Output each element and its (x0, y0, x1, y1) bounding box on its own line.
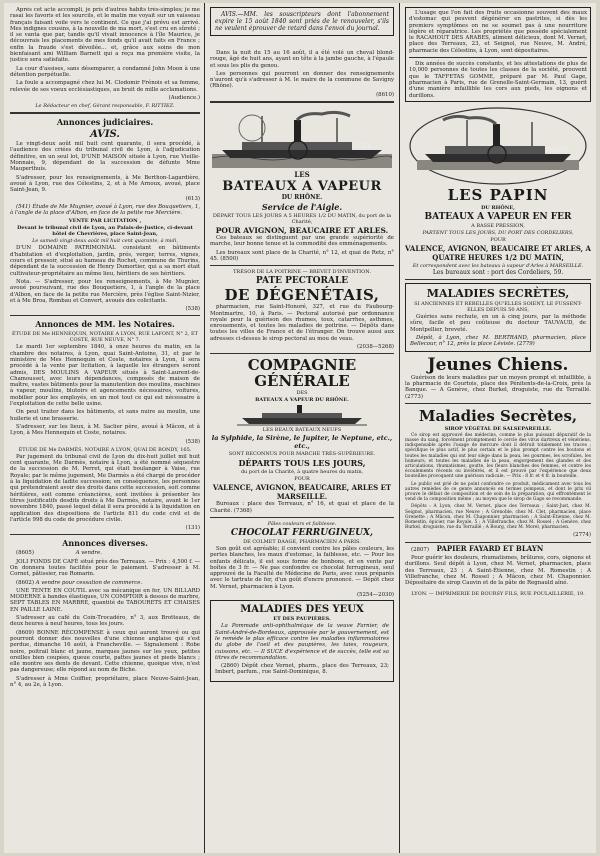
chocolat-title: CHOCOLAT FERRUGINEUX, (230, 527, 374, 538)
column-rule-right (399, 3, 400, 853)
papin-corresp: Et correspondent avec les bateaux à vapeur d'Arles à MARSEILLE. (412, 262, 584, 269)
secretes-title: Maladies Secrètes, (418, 406, 578, 425)
papin-bureaux: Les bureaux sont : port des Cordeliers, 59. (432, 268, 564, 276)
yeux-body-2 (215, 663, 389, 676)
yeux-depot: Dépôt chez Vernet, pharm., place des Terreaux, 23; Imbert, parfum., rue Saint-Dominique, 8. (215, 663, 389, 676)
maladies-secretes-depot (410, 335, 586, 348)
recompense-body (10, 630, 200, 674)
yeux-ref: (2860) (221, 663, 239, 670)
pales-couleurs: Pâles couleurs et faiblesse. (267, 520, 337, 527)
notaire-ref: (538) (185, 438, 200, 445)
divider (405, 403, 591, 404)
maladies-secretes-ref: (2779) (516, 341, 535, 348)
papin-title: LES PAPIN (447, 185, 549, 204)
pate-ref: (2038—5268) (356, 344, 394, 351)
hull (425, 154, 571, 162)
jeunes-chiens-ref: (2773) (405, 393, 423, 400)
signature-label: Le Rédacteur en chef, Gérant responsable, (35, 103, 145, 110)
vendre2-heading (10, 580, 200, 586)
maladies-secretes-body: Guéries sans rechute, en un à cinq jours, par la méthode sûre, facile et peu coûteuse du docteur TAUVAUD, de Montpellier, breveté. (410, 314, 586, 333)
compagnie-title: COMPAGNIE GÉNÉRALE (247, 356, 357, 391)
darmes-ref: (131) (185, 525, 200, 532)
papin-steamboat-illustration (407, 106, 589, 186)
notaire-subtitle: ÉTUDE DE Me HENNEQUIN, NOTAIRE A LYON, RUE LAFONT, N° 2, ET COSTE, RUE NEUVE, N° 7. (12, 331, 198, 344)
pate-title: PATE PECTORALE (255, 276, 349, 287)
signature-name: F. RITTIEZ. (145, 103, 175, 110)
divider (409, 57, 587, 58)
chocolat-body: Son goût est agréable; il convient contre les pâles couleurs, les pertes blanches, les maux d'estomac, la faiblesse, etc. — Pour les enfants délicats, il est sous forme de bonbons, et en vente par boîtes de 3 fr. — Ne pas confondre ce chocolat ferrugineux, seul approuvé de la Faculté de Médecine de Paris, avec ceux préparés avec le tartrate de fer, d'un goût d'encre prononcé. — Dépôt chez M. Vernet, pharmacien à Lyon. (210, 545, 394, 590)
darmes-body: Par jugement du tribunal civil de Lyon du dix-huit juillet mil huit cent quarante, Me Darmès, notaire à Lyon, a été nommé séquestre de la succession de M. Perret, qui était boulanger à Vaise, rue Royale; par le même jugement, Me Darmès a été chargé de procéder à la liquidation de ladite succession; en conséquence, les personnes qui prétendraient avoir des droits dans cette succession, soit comme héritières, soit comme créancières, sont invitées à présenter les titres justificatifs desdits droits à Me Darmès, notaire, avant le 1er novembre 1840, passé lequel délai il sera procédé à la liquidation en application des dispositions de l'article 811 du code civil et de l'article 998 du code de procédure civile. (10, 453, 200, 523)
recompense-ref: (8609) (16, 629, 34, 636)
yeux-body: La Pommade anti-ophthalmique de la veuve Farnier, de Saint-André-de-Bordeaux, approuvée par le gouvernement, est le remède le plus efficace contre les maladies inflammatoires du globe de l'oeil et des paupières, les taies, rougeurs, cuissons, etc. — Il SUCE d'expérience et de succès, telle est sa titres de recommandation. (215, 623, 389, 661)
jeunes-chiens-text: Guérison de leurs maladies par un moyen prompt et infaillible, à la pharmacie de Courtois, place des Pénitents-de-la-Croix, près la Banque. — A Genève, chez Burkel, droguiste, rue du Terraillé. (405, 374, 591, 394)
taffetas-text: Dix années de succès constants, et les attestations de plus de 10,000 personnes de toutes les classes de la société, prouvent que le TAFFETAS GOMME, préparé par M. Paul Gage, pharmacien à Paris, rue de Grenelle-Saint-Germain, 13, guérit d'une manière infaillible les cors aux pieds, les oignons et durillons. (409, 61, 587, 99)
sirop-subtitle: SIROP VÉGÉTAL DE SALSEPAREILLE. (444, 425, 552, 432)
avis-text: Le vingt-deux août mil huit cent quarante, il sera procédé, à l'audience des criées du tribunal civil de Lyon, à l'adjudication définitive, en un seul lot, D'UNE MAISON située à Lyon, rue Vieille-Monnaie, 9, dépendant de la succession de défunte Mme Mauperthuis. (10, 141, 200, 173)
stolen-horse-notice: Dans la nuit du 15 au 16 août, il a été volé un cheval blond-rouge, âgé de huit ans, ayant en tête à la jambe gauche, à l'épaule et sous les plis du genou. (210, 50, 394, 69)
column-rule-left (204, 3, 205, 853)
divider (10, 315, 200, 316)
notaire-body: Le mardi 1er septembre 1840, à onze heures du matin, en la chambre des notaires, à Lyon, quai Saint-Antoine, 31, et par le ministère de Mes Hennequin et Coste, notaires à Lyon, il sera procédé à la vente par licitation, à laquelle les étrangers seront admis, DES MOULINS A VAPEUR situés à Saint-Laurent-de-Chamousset, avec leurs dépendances, composés de maison de maître, vastes bâtiments pour la manutention des moulins, machines à vapeur, moulins, blutoirs et agencements nécessaires, voitures, mobilier pour les employés, en un mot tout ce qui est nécessaire à l'exploitation de cette belle usine. (10, 344, 200, 408)
newspaper-page (4, 3, 596, 853)
subscription-notice-box (210, 7, 394, 36)
divider (10, 534, 200, 535)
section-judiciaires-title: Annonces judiciaires. (56, 117, 154, 128)
bateaux-les: LES (294, 170, 310, 180)
vendre2-title: A vendre pour cessation de commerce. (35, 579, 143, 586)
jeunes-chiens-title: Jeunes Chiens. (427, 354, 569, 375)
vendre2-body: UNE TENTE EN COUTIL avec sa mécanique en fer, UN BILLARD MODERNE à bandes élastiques, UN COMPTOIR à dessus de marbre, SEPT TABLES EN MARBRE, quantité de TABOURETS ET CHAISES EN PAILLE LAINE. (10, 587, 200, 613)
departs-pour: POUR (294, 476, 310, 483)
bateaux-title: BATEAUX A VAPEUR (222, 179, 382, 195)
sirop-body-2: Le public est prié de ne point confondre ce produit, médicament avec tous les autres remèdes de ce genre annoncés en termes pompeux, et dont le prix vil prouve le défaut de composition et de soin de la préparation, qui effrontément le vend de la composition même ; au moyen que le sirop de Gage se recommande. (405, 481, 591, 503)
deckhouse (445, 146, 545, 154)
vendre-heading (10, 550, 200, 556)
maladies-secretes-title: MALADIES SECRÈTES, (426, 287, 570, 301)
vendre-body: JOLI FONDS DE CAFÉ situé près des Terreaux. — Prix : 4,500 f. — On donnera toutes facilités pour le paiement. S'adresser à M. Cornet, pâtissier, rue Romarin. (10, 558, 200, 578)
divider (405, 279, 591, 280)
stolen-horse-ref: (8610) (376, 91, 394, 98)
column-c (405, 7, 591, 849)
vendre2-body-2: S'adresser au café du Coin-Trocadéro, n° 3, aux Brotteaux, de deux heures à neuf heures, tous les jours. (10, 615, 200, 628)
avis-ref: (613) (185, 195, 200, 202)
hull (222, 150, 382, 158)
bureaux2-info (210, 501, 394, 514)
divider (210, 101, 394, 103)
section-notaires-title: Annonces de MM. les Notaires. (35, 319, 175, 330)
maladies-secretes-box (405, 283, 591, 351)
divider (10, 112, 200, 114)
papin-pour: POUR (490, 236, 506, 243)
papier-ref: (2807) (411, 546, 429, 553)
steamboat-illustration (212, 106, 392, 170)
divider (210, 353, 394, 354)
papin-basse: A BASSE PRESSION, (471, 222, 525, 229)
maladies-secretes-depot-text: Dépôt, à Lyon, chez M. BERTRAND, pharmacien, place Bellecour, n° 12, près la place Léviste. (410, 335, 586, 348)
vente-study: (541) Étude de Me Mugnier, avoué à Lyon, rue des Bouquetiers, 1, à l'angle de la place d'Albon, en face de la petite rue Mercière. (10, 203, 200, 217)
ship-name-label: AIGLE (352, 143, 372, 151)
depart-info: DÉPART TOUS LES JOURS A 5 HEURES 1/2 DU MATIN, du port de la Charité, (212, 213, 392, 226)
funnel (294, 120, 301, 142)
vente-body: D'UN DOMAINE PATRIMONIAL consistant en bâtiments d'habitation et d'exploitation, jardin, prés, verger, terres, vignes, cours et pressoir, situé au hameau du Rochet, commune de Thurins, dépendant de la succession de Henry Dumortier, qui a sa mort était cultivateur-propriétaire au même lieu, héritiers de ses héritiers. (10, 245, 200, 277)
deckhouse (242, 142, 352, 150)
maladies-secretes-sub: SI ANCIENNES ET REBELLES QU'ELLES SOIENT, LE FUSSENT-ELLES DEPUIS 50 ANS, (414, 301, 582, 314)
departs-villes: VALENCE, AVIGNON, BEAUCAIRE, ARLES ET MARSEILLE. (212, 483, 392, 502)
pate-body: pharmacien, rue Saint-Honoré, 327, et rue du Faubourg-Montmartre, 10, à Paris. — Pectoral autorisé par ordonnance royale pour la guérison des rhumes, toux, catarrhes, asthmes, enrouements, et toutes les maladies de poitrine. — Dépôts dans toutes les villes de France et de l'étranger. On trouve aussi aux adresses ci-dessus le sirop pectoral au mou de veau. (210, 304, 394, 342)
vente-title: VENTE PAR LICITATION , (68, 218, 142, 225)
stolen-horse-notice-2: Les personnes qui pourront en donner des renseignements n'auront qu'à s'adresser à M. le maire de la commune de Savigny (Rhône). (210, 70, 394, 90)
top-story-author: (Audience.) (168, 94, 200, 101)
sirop-ref: (2774) (573, 532, 591, 539)
steamboat-illustration-small (237, 404, 367, 426)
beaux-bateaux: LES BEAUX BATEAUX NEUFS (262, 427, 342, 434)
imprimerie: LYON. — IMPRIMERIE DE BOURSY FILS, RUE POULAILLERIE, 19. (411, 590, 585, 597)
funnel (493, 124, 500, 146)
bateaux-du-rhone: DU RHÔNE. (281, 194, 323, 202)
recompense-text: BONNE RÉCOMPENSE à ceux qui auront trouvé ou qui pourront donner des nouvelles d'une chienne anglaise qui s'est perdue, dimanche 16 août, à Francheville. — Signalement : Robe noire, poitrail blanc et jaune, marques jaunes sur les yeux, petites oreilles bien coupées, queue courte, pattes jaunes et pieds blancs ; elle montre ses dents de devant. Cette chienne, quoique vive, n'est pas dangereuse; elle répond au nom de Biche. (10, 629, 200, 674)
sirop-body: Ce sirop est approuvé des médecins, comme le plus puissant dépuratif de la masse du sang, forcément promptement le cercle des virus dartreux et vénériens, indispensable après l'usage de mercure dont il détruit totalement les traces ; spécifique le plus actif, le plus certain et le plus prompt contre les boutons et toutes les maladies qui ont leur siège dans la peau, les gourmes, les scrofules, les humeurs, et toutes les maladies de la peau, engorgement des glandes et des articulations, rhumatismes, goutte, les fleurs blanches des femmes, et contre les écoulements récents ou invétérés, et il est prouvé par l'expérience que deux bouteilles provoquent une guérison radicale. — Prix : 8 fr. et 4 fr. la bouteille. (405, 432, 591, 480)
editor-signature (10, 103, 200, 109)
papier-title: PAPIER FAYARD ET BLAYN (436, 543, 544, 553)
vendre-ref: (8605) (16, 550, 34, 557)
chocolat-ref: (5254—2030) (356, 592, 394, 599)
bureaux-info (210, 250, 394, 263)
subscription-notice: AVIS.—MM. les souscripteurs dont l'abonnement expire le 15 août 1840 sont priés de le renouveler, s'ils ne veulent éprouver de retard dans l'envoi du journal. (215, 11, 389, 32)
divider (210, 265, 394, 266)
recompense-body-2: S'adresser à Mme Coiffier, propriétaire, place Neuve-Saint-Jean, n° 4, au 2e, à Lyon. (10, 675, 200, 689)
compagnie-des: DES (296, 390, 308, 397)
jeunes-chiens-body (405, 375, 591, 400)
top-notice-box (405, 7, 591, 102)
bateaux-names: la Sylphide, la Sirène, le Jupiter, le Neptune, etc., etc., (211, 434, 393, 451)
degenetais-title: DE DÉGENÉTAIS, (224, 286, 380, 305)
divider (405, 542, 591, 543)
bureaux2-ref: (7368) (233, 507, 252, 514)
pour-destinations: POUR AVIGNON, BEAUCAIRE ET ARLES. (215, 226, 389, 236)
bureaux2-text: Bureaux : place des Terreaux, n° 16, et quai et place de la Charité. (210, 501, 394, 514)
maladies-yeux-box (210, 600, 394, 681)
tresor-header: TRÉSOR DE LA POITRINE — BREVET D'INVENTION. (233, 269, 371, 276)
vente-subtitle: Devant le tribunal civil de Lyon, au Palais-de-Justice, ci-devant hôtel de Chevrières, place Saint-Jean, (17, 225, 193, 238)
smoke (443, 116, 496, 124)
column-b (210, 7, 394, 849)
papier-heading (405, 543, 591, 553)
column-a (10, 7, 200, 849)
sirop-depots: Dépôts : A Lyon, chez M. Vernet, place des Terreaux ; Saint-Just, chez M. Seignol, pharmacien, rue Neuve ; A Grenoble, chez M. Clet, pharmacien, place Grenette ; A Mâcon, chez M. Chaponnier, pharmacien ; A Saint-Étienne, chez M. Romestin, épicier, rue Royale, 5 ; A Villefranche, chez M. Rossel ; A Genève, chez Burkel, droguiste, rue du Terraillé ; A Bourg, chez M. Morel, pharmacien. (405, 504, 591, 531)
avis-text-2: S'adresser, pour les renseignements, à Me Berthon-Lagardière, avoué à Lyon, rue des Célestins, 2, et à Me Arnoux, avoué, place Saint-Jean, 9. (10, 174, 200, 194)
bureaux-ref: (8500) (220, 255, 239, 262)
racahout-text: L'usage que l'on fait des fruits occasionne souvent des maux d'estomac qui peuvent dégénérer en gastrites, si dès les premiers symptômes on ne se soumet pas à une nourriture légère et réparatrice. Les propriétés que possède spécialement le RACAHOUT DES ARABES, aliment délicieux, dont M. Vernet, place des Terreaux, 23, et Seignol, rue Neuve, M. André, pharmacie des Célestins, à Lyon, sont dépositaires. (409, 10, 587, 54)
ship-name-label: RHÔNE (544, 146, 570, 154)
section-diverses-title: Annonces diverses. (62, 538, 148, 549)
top-story-text: Après cet acte accompli, je pris d'autres habits très-simples; je me rasai les favoris et les sourcils, et le matin me voyait sur un vaisseau français faisant voile vers le continent. Ce que j'ai prévu est arrivé. Mes indignes cousins, à la nouvelle de ma mort, s'est cru en sûreté ; il se vanta que par, tandis qu'il vivait innocence à l'île Maurice, je découvrais les placements de mes fonds qu'il avait faits en France ; enfin la fraude s'est dévoilée... et, grâce aux soins de mon bienfaisant ami William Barnett qui a reçu ma première visite, la justice sera satisfaite. (10, 7, 200, 64)
avis-title: AVIS. (90, 129, 120, 141)
maladies-yeux-title: MALADIES DES YEUX (240, 604, 364, 616)
departs-title: DÉPARTS TOUS LES JOURS, (238, 458, 366, 469)
vente-date: Le samedi vingt-deux août mil huit cent quarante, à midi, (32, 238, 178, 245)
notaire-body-2: On peut traiter dans les bâtiments, et sans nuire au moulin, une huilerie et une brasserie. (10, 409, 200, 422)
pour-body: Ces bateaux se distinguent par une grande supériorité de marche, leur bonne tenue et la commodité des emménagements. (210, 235, 394, 248)
top-story-text-3: La foule a accompagné chez lui M. Clodomir Frénois et sa femme, relevée de ses voeux ecclésiastiques, au bruit de mille acclamations. (10, 80, 200, 93)
vente-ref: (538) (185, 306, 200, 313)
smoke (297, 112, 350, 120)
papin-subtitle: DU RHÔNE, (481, 204, 515, 211)
marche-info: SONT RECONNUS POUR MARCHE TRÈS-SUPÉRIEURE. (228, 451, 376, 458)
papier-body: Pour guérir les douleurs, rhumatismes, brûlures, cors, oignons et durillons. Seul dépôt à Lyon, chez M. Vernet, pharmacien, place des Terreaux, 23 ; A Saint-Étienne, chez M. Romestin ; A Villefranche, chez M. Rossel ; A Mâcon, chez M. Chaponnier. Dépositaire de sirop Cauvin et de la pâte de Regnauld aîné. (405, 555, 591, 587)
departs-subtitle: du port de la Charité, à quatre heures du matin, (240, 469, 364, 476)
papin-partent: PARTENT TOUS LES JOURS, DU PORT DES CORDELIERS, (422, 229, 574, 236)
service-aigle: Service de l'Aigle. (261, 202, 343, 213)
vente-body-2: Nota. — S'adresser, pour les renseignements, à Me Mugnier, avoué poursuivant, rue des Bouquetiers, 1, à l'angle de la place d'Albon, en face de la petite rue Mercière, près l'église Saint-Nizier, et à Me Broa, Rombau et Convert, avoués des colicitants. (10, 278, 200, 304)
darmes-subtitle: ÉTUDE DE Me DARMÈS, NOTAIRE A LYON, QUAI DE BONDY, 165. (18, 446, 192, 453)
compagnie-subtitle: BATEAUX A VAPEUR DU RHÔNE. (255, 397, 349, 404)
divider (210, 517, 394, 518)
paupieres-title: ET DES PAUPIÈRES. (273, 616, 331, 623)
vendre2-ref: (8602) (16, 579, 34, 586)
bureaux-text: Les bureaux sont place de la Charité, n° 12, et quai de Retz, n° 45. (210, 249, 394, 262)
top-story-text-2: La cour d'assises, sans désemparer, a condamné John Moon à une détention perpétuelle. (10, 65, 200, 78)
notaire-body-3: S'adresser, sur les lieux, à M. Saclier père, avoué à Mâcon, et à Lyon, à Mes Hennequin et Coste, notaires. (10, 423, 200, 437)
vendre-title: A vendre. (75, 550, 102, 557)
papin-villes: VALENCE, AVIGNON, BEAUCAIRE ET ARLES, A QUATRE HEURES 1/2 DU MATIN, (405, 243, 591, 262)
stamp-circle (239, 115, 265, 141)
papin-bateaux: BATEAUX A VAPEUR EN FER (424, 211, 572, 222)
chocolat-subtitle: DE COLMET DAAGE, PHARMACIEN A PARIS. (243, 538, 361, 545)
